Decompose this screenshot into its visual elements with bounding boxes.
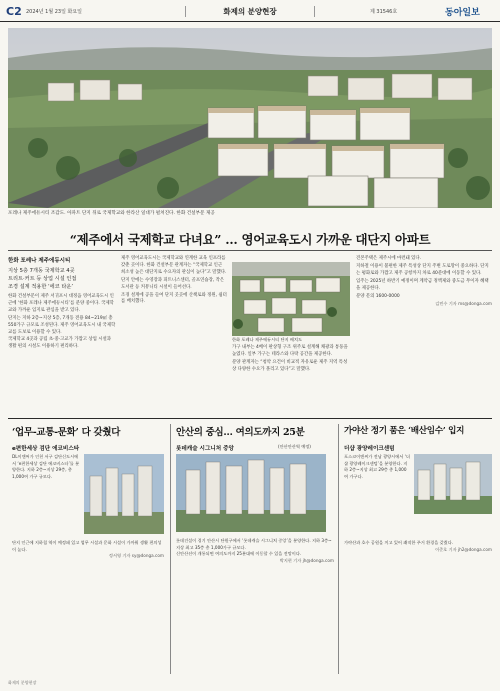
section-2-note: (안산안산역 예정) (278, 444, 311, 449)
article-paragraph: 한화 건설부문이 제주 서귀포시 대정읍 영어교육도시 인근에 ‘한화 포레나 제주에듀시티’를 분양 중이다. 국제학교와 가까운 입지로 관심을 받고 있다. (8, 294, 114, 313)
article-column-1 (8, 256, 116, 352)
main-headline: “제주에서 국제학교 다녀요” … 영어교육도시 가까운 대단지 아파트 (69, 232, 431, 247)
page-number: C2 (6, 5, 22, 18)
issue-date: 2024년 1월 23일 화요일 (26, 9, 83, 15)
section-3-headline: 가야산 정기 품은 ‘배산임수’ 입지 (344, 426, 465, 436)
article-paragraph: 제주 영어교육도시는 국제학교와 연계한 교육 인프라를 갖춘 곳이다. 한화 건설부문 관계자는 “국제학교 인근 희소성 높은 대단지로 수요자의 관심이 높다”고 말했다. (121, 256, 227, 275)
article-paragraph: 가구 내부는 4베이 판상형 구조 위주로 설계해 채광과 통풍을 높였다. 일부 가구는 테라스와 다락 공간을 제공한다. (232, 345, 348, 357)
reporter-email: 김민수 기자 ms@donga.com (435, 301, 492, 307)
section-3-text-2 (344, 540, 492, 553)
article-paragraph: 조경 설계에 공을 들여 단지 곳곳에 산책로와 정원, 쉼터를 배치했다. (121, 292, 227, 305)
article-paragraph: 단지는 지하 2층~지상 5층, 7개동 전용 84~219㎡ 총 550가구 규모로 조성된다. 제주 영어교육도시 내 국제학교를 도보로 이용할 수 있다. (8, 315, 116, 335)
section-1-reporter: 정서영 기자 sy@donga.com (108, 553, 164, 559)
inset-caption: 한화 포레나 제주에듀시티 단지 배치도 (232, 337, 303, 342)
article-subhead-2: 트리트·커트 등 상업 시설 인접 (8, 276, 77, 282)
section-paragraph: 롯데건설이 경기 안산시 단원구에서 ‘롯데캐슬 시그니처 중앙’을 분양한다. 지하 3층~지상 최고 35층 총 1,000가구 규모다. (176, 538, 332, 550)
section-1-photo (84, 454, 164, 534)
footer-tag: 화제의 분양현장 (8, 680, 37, 685)
masthead (0, 0, 500, 22)
aerial-rendering-photo (8, 28, 492, 208)
section-2-photo (176, 454, 326, 532)
article-column-2 (121, 256, 227, 307)
section-1-headline: ‘업무-교통-문화’ 다 갖췄다 (12, 427, 121, 438)
section-title: 화제의 분양현장 (185, 6, 315, 17)
article-byline: 한화 포레나 제주에듀시티 (8, 258, 71, 264)
article-subhead-3: 조경 설계 적용한 ‘에코 타운’ (8, 284, 74, 290)
section-3-photo (414, 454, 492, 514)
section-paragraph: 단지 인근에 지하철 역이 예정돼 있고 업무 시설과 문화 시설이 가까워 생활 편의성이 높다. (12, 540, 162, 552)
section-2-reporter: 박지현 기자 jh@donga.com (279, 557, 334, 563)
section-2-label: 롯데캐슬 시그니처 중앙 (176, 446, 234, 452)
section-paragraph: DL이앤씨가 인천 서구 검단신도시에서 ‘e편한세상 검단 에코비스타’를 분양한다. 지하 2층~지상 29층, 총 1,000여 가구 규모다. (12, 454, 80, 479)
edition-number: 제 31546호 (370, 9, 398, 15)
article-column-4 (356, 256, 492, 309)
article-paragraph: 견본주택은 제주시에 마련돼 있다. (356, 256, 421, 261)
article-paragraph: 국제학교 4곳과 공립 초·중·고교가 가깝고 상업 시설과 생활 편의 시설도 이용하기 편리하다. (8, 337, 112, 350)
section-paragraph: 신안산선이 개통되면 여의도까지 25분대에 이동할 수 있을 전망이다. (176, 551, 302, 557)
article-paragraph: 입주는 2025년 하반기 예정이며 계약금 정액제와 중도금 무이자 혜택을 제공한다. (356, 278, 489, 291)
section-1-label: e편한세상 검단 에코비스타 (12, 446, 80, 452)
headline-rule (8, 250, 492, 251)
section-paragraph: 포스코이앤씨가 전남 광양시에서 ‘더샵 광양레이크센텀’을 분양한다. 지하 2층~지상 최고 29층 총 1,000여 가구다. (344, 454, 411, 479)
section-rule (8, 418, 492, 419)
site-plan-photo (232, 262, 350, 336)
article-paragraph: 분양 관계자는 “청약 요건이 비교적 자유로운 제주 지역 특성상 다양한 수요가 몰리고 있다”고 말했다. (232, 359, 348, 372)
section-3-text (344, 454, 410, 480)
article-paragraph: 분양 문의 1600-0000 (356, 293, 400, 299)
column-rule (338, 424, 339, 674)
section-1-text-2 (12, 540, 164, 560)
section-3-reporter: 이준호 기자 jh2@donga.com (435, 546, 492, 552)
newspaper-logo: 동아일보 (445, 8, 480, 18)
section-paragraph: 가야산과 호수 공원을 끼고 있어 쾌적한 주거 환경을 갖췄다. (344, 540, 454, 545)
column-rule (170, 424, 171, 674)
article-paragraph: 단지 안에는 수영장과 피트니스센터, 골프연습장, 작은 도서관 등 커뮤니티 시설이 들어선다. (121, 277, 225, 290)
article-subhead-1: 지상 5층 7개동 국제학교 4곳 (8, 268, 75, 274)
article-column-3 (232, 345, 350, 375)
section-3-label: 더샵 광양레이크센텀 (344, 446, 395, 452)
section-1-text (12, 454, 80, 480)
section-2-text (176, 538, 334, 564)
photo-caption: 포레나 제주에듀시티 조감도. 아파트 단지 뒤로 국제학교와 한라산 일대가 펼쳐진다. 한화 건설부문 제공 (8, 211, 215, 216)
article-paragraph: 지하철 이용이 불편한 제주 특성상 단지 주변 도로망이 중요하다. 단지는 평화로와 가깝고 제주 공항까지 차로 40분대에 이동할 수 있다. (356, 263, 489, 276)
section-2-headline: 안산의 중심… 여의도까지 25분 (176, 427, 305, 438)
